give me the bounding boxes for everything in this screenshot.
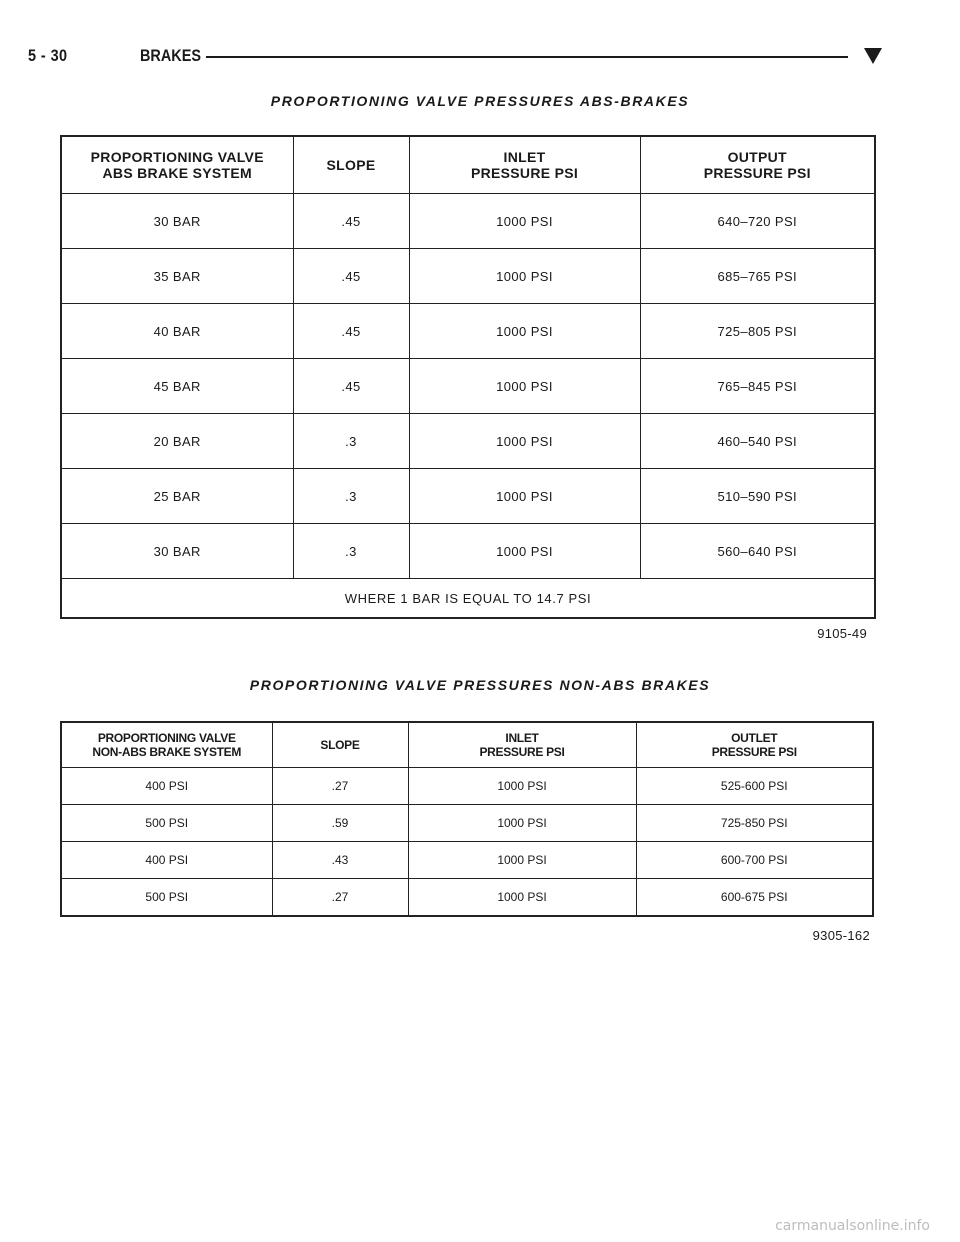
- output-cell: 725–805 PSI: [640, 304, 875, 359]
- header-valve: [61, 136, 293, 194]
- nonabs-header-row: [61, 722, 873, 768]
- valve-cell: 400 PSI: [61, 842, 272, 879]
- valve-cell: 20 BAR: [61, 414, 293, 469]
- inlet-cell: 1000 PSI: [409, 359, 640, 414]
- header-inlet-line1: INLET: [503, 149, 546, 165]
- outlet-cell: 600-700 PSI: [636, 842, 873, 879]
- header-slope-label: SLOPE: [326, 157, 376, 173]
- inlet-cell: 1000 PSI: [408, 768, 636, 805]
- page-number: 5 - 30: [28, 46, 68, 65]
- abs-pressure-table: [60, 135, 876, 619]
- conversion-note: WHERE 1 BAR IS EQUAL TO 14.7 PSI: [61, 579, 875, 619]
- output-cell: 510–590 PSI: [640, 469, 875, 524]
- watermark[interactable]: carmanualsonline.info: [775, 1218, 930, 1234]
- header-output-line2: PRESSURE PSI: [703, 165, 811, 181]
- table-row: [61, 469, 875, 524]
- output-cell: 640–720 PSI: [640, 194, 875, 249]
- output-cell: 560–640 PSI: [640, 524, 875, 579]
- header-valve-line2: ABS BRAKE SYSTEM: [102, 165, 252, 181]
- table-row: [61, 249, 875, 304]
- slope-cell: .3: [293, 469, 409, 524]
- slope-cell: .3: [293, 524, 409, 579]
- abs-figure-number: 9105-49: [817, 626, 867, 641]
- inlet-cell: 1000 PSI: [408, 805, 636, 842]
- nonabs-pressure-table: [60, 721, 874, 917]
- nonabs-figure-number: 9305-162: [812, 928, 870, 943]
- valve-cell: 35 BAR: [61, 249, 293, 304]
- slope-cell: .3: [293, 414, 409, 469]
- output-cell: 460–540 PSI: [640, 414, 875, 469]
- slope-cell: .45: [293, 359, 409, 414]
- table-row: [61, 805, 873, 842]
- output-cell: 685–765 PSI: [640, 249, 875, 304]
- header-output: [640, 136, 875, 194]
- slope-cell: .45: [293, 249, 409, 304]
- header-slope-label: SLOPE: [320, 738, 360, 752]
- header-inlet-line2: PRESSURE PSI: [479, 745, 565, 759]
- abs-table-caption: PROPORTIONING VALVE PRESSURES ABS-BRAKES: [270, 93, 690, 109]
- slope-cell: .27: [272, 879, 408, 917]
- inlet-cell: 1000 PSI: [409, 524, 640, 579]
- valve-cell: 30 BAR: [61, 194, 293, 249]
- inlet-cell: 1000 PSI: [409, 414, 640, 469]
- nonabs-table-caption: PROPORTIONING VALVE PRESSURES NON-ABS BRAKES: [249, 677, 711, 693]
- output-cell: 765–845 PSI: [640, 359, 875, 414]
- slope-cell: .59: [272, 805, 408, 842]
- slope-cell: .45: [293, 194, 409, 249]
- table-row: [61, 414, 875, 469]
- abs-header-row: [61, 136, 875, 194]
- outlet-cell: 600-675 PSI: [636, 879, 873, 917]
- header-output-line1: OUTPUT: [727, 149, 787, 165]
- table-row: [61, 879, 873, 917]
- header-outlet-line1: OUTLET: [731, 731, 778, 745]
- valve-cell: 500 PSI: [61, 879, 272, 917]
- header-inlet: [409, 136, 640, 194]
- table-row: [61, 304, 875, 359]
- inlet-cell: 1000 PSI: [408, 879, 636, 917]
- table-row: [61, 194, 875, 249]
- header-valve-line1: PROPORTIONING VALVE: [90, 149, 264, 165]
- header-slope: [272, 722, 408, 768]
- header-valve-line2: NON-ABS BRAKE SYSTEM: [92, 745, 242, 759]
- slope-cell: .27: [272, 768, 408, 805]
- outlet-cell: 525-600 PSI: [636, 768, 873, 805]
- header-valve: [61, 722, 272, 768]
- header-outlet-line2: PRESSURE PSI: [711, 745, 797, 759]
- down-triangle-icon: [864, 48, 882, 64]
- inlet-cell: 1000 PSI: [409, 469, 640, 524]
- valve-cell: 25 BAR: [61, 469, 293, 524]
- valve-cell: 400 PSI: [61, 768, 272, 805]
- inlet-cell: 1000 PSI: [408, 842, 636, 879]
- section-title: BRAKES: [140, 46, 202, 65]
- header-rule: [206, 56, 848, 58]
- inlet-cell: 1000 PSI: [409, 249, 640, 304]
- table-row: [61, 359, 875, 414]
- table-row: [61, 842, 873, 879]
- page-header: [28, 44, 886, 72]
- inlet-cell: 1000 PSI: [409, 194, 640, 249]
- table-row: [61, 768, 873, 805]
- header-inlet-line1: INLET: [505, 731, 539, 745]
- header-outlet: [636, 722, 873, 768]
- header-slope: [293, 136, 409, 194]
- slope-cell: .45: [293, 304, 409, 359]
- header-inlet-line2: PRESSURE PSI: [470, 165, 579, 181]
- valve-cell: 45 BAR: [61, 359, 293, 414]
- header-inlet: [408, 722, 636, 768]
- table-row: [61, 524, 875, 579]
- slope-cell: .43: [272, 842, 408, 879]
- valve-cell: 30 BAR: [61, 524, 293, 579]
- valve-cell: 500 PSI: [61, 805, 272, 842]
- valve-cell: 40 BAR: [61, 304, 293, 359]
- header-valve-line1: PROPORTIONING VALVE: [97, 731, 236, 745]
- outlet-cell: 725-850 PSI: [636, 805, 873, 842]
- inlet-cell: 1000 PSI: [409, 304, 640, 359]
- note-row: [61, 579, 875, 619]
